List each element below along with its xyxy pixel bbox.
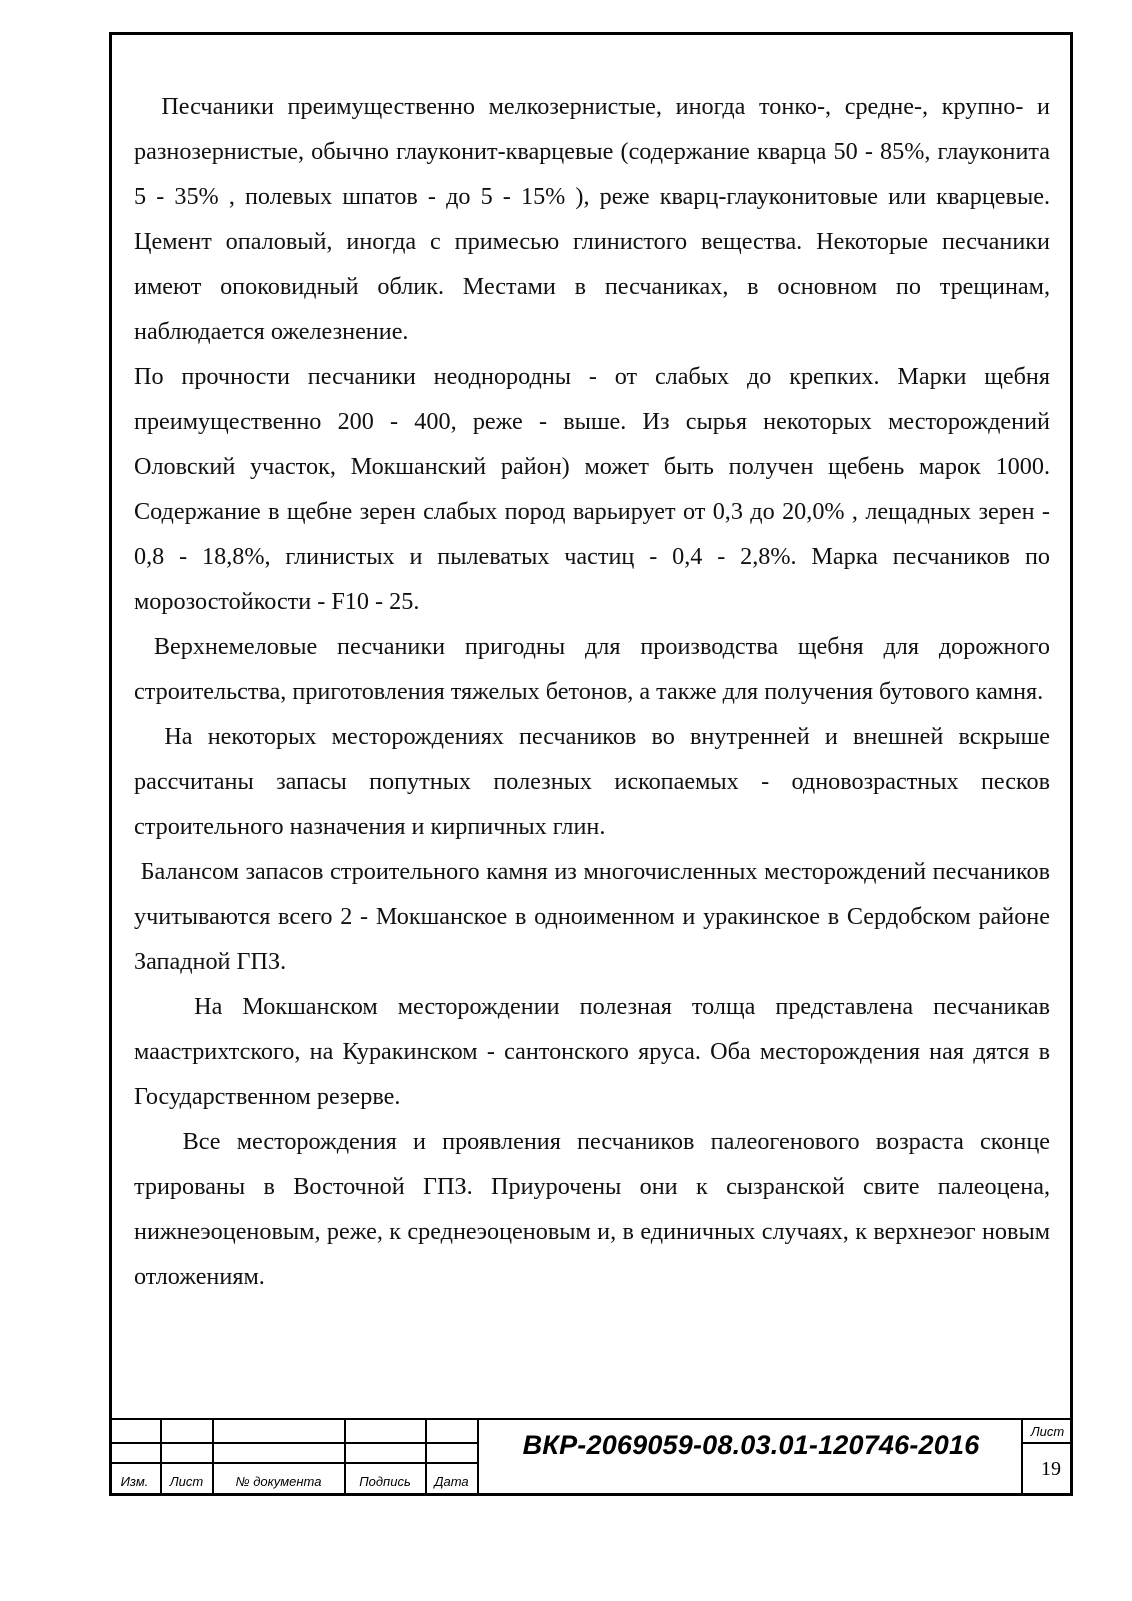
sheet-label: Лист bbox=[1030, 1424, 1065, 1439]
paragraph-4: На некоторых месторождениях песчаников во внутренней и внешней вскрыше рассчитаны запасы попутных полезных ископаемых - одновозрастных песков строительного назначения и кирпичных глин. bbox=[134, 723, 1050, 840]
paragraph-5: Балансом запасов строительного камня из многочисленных месторождений песчаников учитываются всего 2 - Мокшанское в одноименном и уракинское в Сердобском районе Западной ГПЗ. bbox=[134, 858, 1050, 975]
document-code: ВКР-2069059-08.03.01-120746-2016 bbox=[522, 1430, 980, 1460]
stamp-col-line-5 bbox=[477, 1418, 479, 1496]
sheet-number: 19 bbox=[1041, 1458, 1061, 1480]
body-text bbox=[134, 84, 1050, 1299]
stamp-top-border bbox=[109, 1418, 1073, 1420]
col-signature-label: Подпись bbox=[359, 1474, 411, 1489]
stamp-row-line-1 bbox=[109, 1442, 479, 1444]
paragraph-7: Все месторождения и проявления песчаников палеогенового возраста сконце трированы в Восточной ГПЗ. Приурочены они к сызранской свите палеоцена, нижнеэоценовым, реже, к среднеэоценовым и, в единичных случаях, к верхнеэог новым отложениям. bbox=[134, 1128, 1050, 1290]
col-list-label: Лист bbox=[169, 1474, 204, 1489]
col-date-label: Дата bbox=[434, 1474, 469, 1489]
paragraph-2: По прочности песчаники неоднородны - от слабых до крепких. Марки щебня преимущественно 200 - 400, реже - выше. Из сырья некоторых месторождений Оловский участок, Мокшанский район) может быть получен щебень марок 1000. Содержание в щебне зерен слабых пород варьирует от 0,3 до 20,0% , лещадных зерен - 0,8 - 18,8%, глинистых и пылеватых частиц - 0,4 - 2,8%. Марка песчаников по морозостойкости - F10 - 25. bbox=[134, 363, 1050, 615]
sheet-divider-line bbox=[1021, 1442, 1073, 1444]
col-izm-label: Изм. bbox=[120, 1474, 149, 1489]
paragraph-6: На Мокшанском месторождении полезная толща представлена песчаникав маастрихтского, на Куракинском - сантонского яруса. Оба месторождения ная дятся в Государственном резерве. bbox=[134, 993, 1050, 1110]
col-document-label: № документа bbox=[235, 1474, 322, 1489]
title-block bbox=[109, 1418, 1073, 1496]
paragraph-3: Верхнемеловые песчаники пригодны для производства щебня для дорожного строительства, приготовления тяжелых бетонов, а также для получения бутового камня. bbox=[134, 633, 1050, 705]
stamp-row-line-2 bbox=[109, 1462, 479, 1464]
paragraph-1: Песчаники преимущественно мелкозернистые, иногда тонко-, средне-, крупно- и разнозернистые, обычно глауконит-кварцевые (содержание кварца 50 - 85%, глауконита 5 - 35% , полевых шпатов - до 5 - 15% ), реже кварц-глауконитовые или кварцевые. Цемент опаловый, иногда с примесью глинистого вещества. Некоторые песчаники имеют опоковидный облик. Местами в песчаниках, в основном по трещинам, наблюдается ожелезнение. bbox=[134, 93, 1050, 345]
